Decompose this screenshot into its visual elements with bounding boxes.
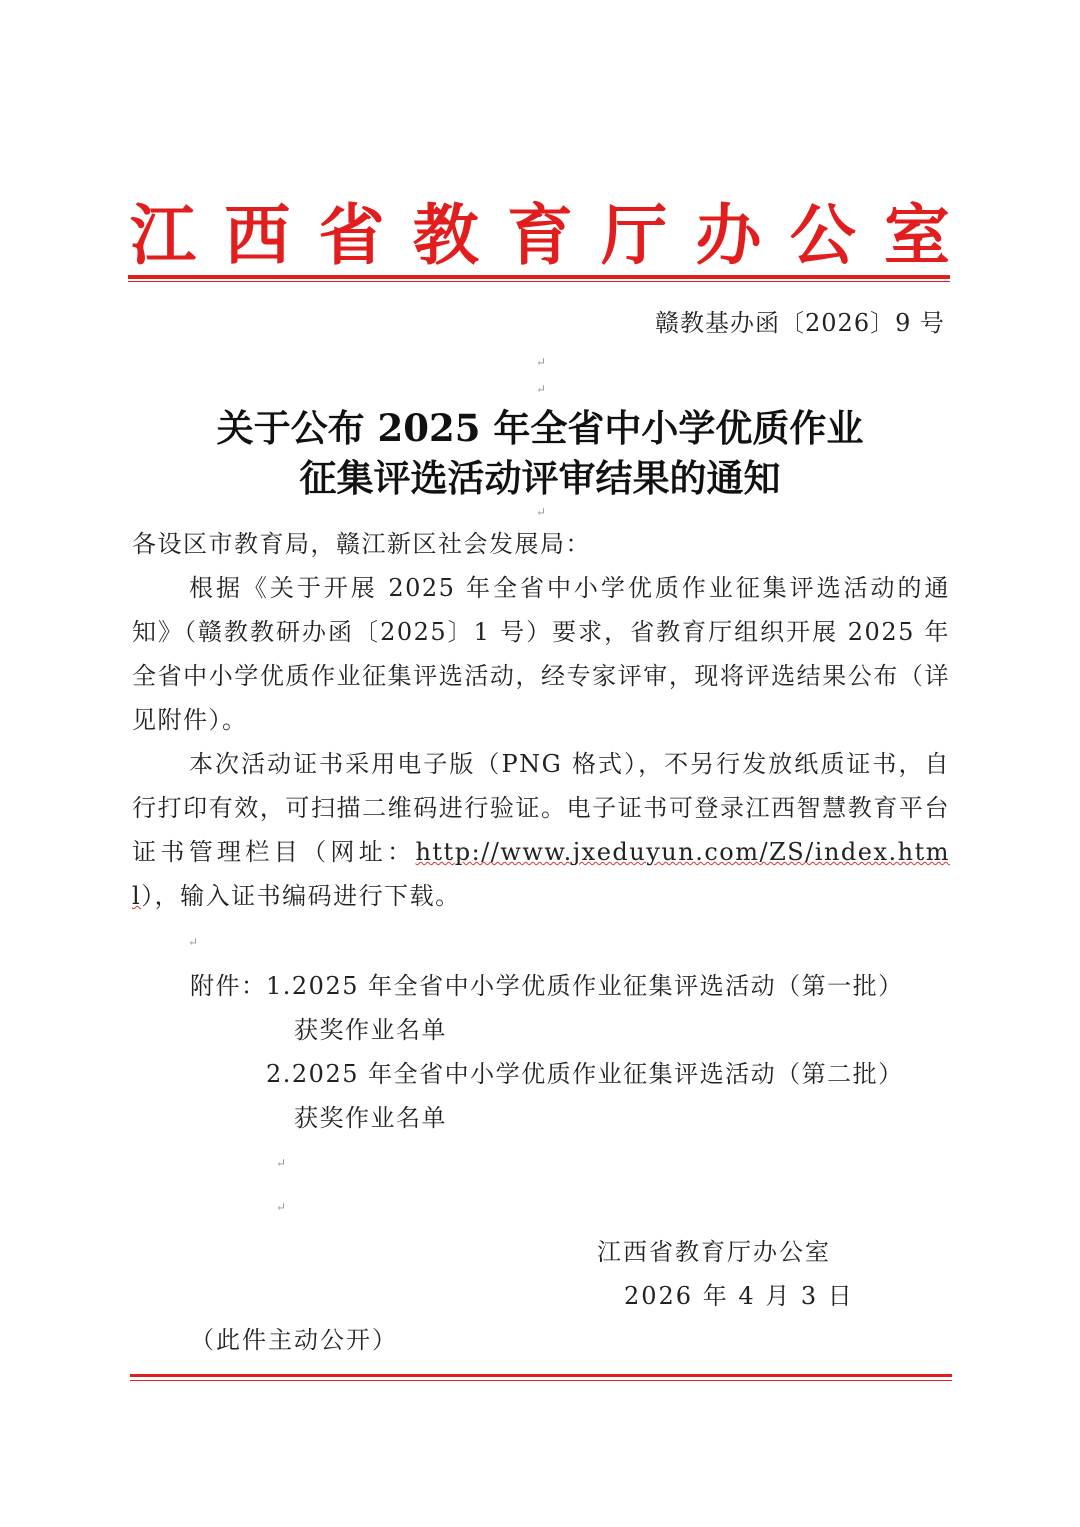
attachment-item-2-cont: 获奖作业名单 — [294, 1104, 447, 1132]
paragraph-mark: ↵ — [276, 1156, 287, 1170]
signature-org: 江西省教育厅办公室 — [597, 1238, 831, 1266]
agency-header — [130, 188, 950, 274]
attachment-item-2: 2.2025 年全省中小学优质作业征集评选活动（第二批） — [266, 1060, 904, 1088]
paragraph-mark: ↵ — [536, 382, 547, 396]
notice-title-line2: 征集评选活动评审结果的通知 — [299, 456, 781, 500]
para2-text-end: ），输入证书编码进行下载。 — [141, 882, 461, 910]
footer-divider-thin — [130, 1380, 952, 1381]
paragraph-mark: ↵ — [536, 355, 547, 369]
salutation: 各设区市教育局，赣江新区社会发展局： — [132, 530, 591, 558]
attachment-item-1: 1.2025 年全省中小学优质作业征集评选活动（第一批） — [266, 972, 904, 1000]
agency-char: 西 — [224, 195, 291, 274]
attachments-label: 附件： — [190, 972, 267, 1000]
agency-char: 室 — [884, 195, 950, 274]
agency-char: 江 — [130, 195, 196, 274]
header-divider-thin — [128, 281, 950, 282]
agency-char: 公 — [789, 195, 856, 274]
document-number: 赣教基办函〔2026〕9 号 — [655, 309, 945, 337]
notice-title-line1: 关于公布 2025 年全省中小学优质作业 — [216, 406, 864, 450]
agency-char: 教 — [412, 195, 479, 274]
para2-text: 本次活动证书采用电子版（PNG 格式），不另行发放纸质证书，自行打印有效，可扫描二维码进行验证。电子证书可登录江西智慧教育平台证书管理栏目（网址： — [132, 750, 950, 866]
body-paragraph-1: 根据《关于开展 2025 年全省中小学优质作业征集评选活动的通知》（赣教教研办函〔2025〕1 号）要求，省教育厅组织开展 2025 年全省中小学优质作业征集评选活动，经专家评审，现将评选结果公布（详见附件）。 — [132, 574, 950, 734]
platform-url-link[interactable]: http://www.jxeduyun.com/ZS/index.html — [132, 838, 950, 910]
header-divider-thick — [128, 275, 950, 279]
public-release-note: （此件主动公开） — [190, 1326, 398, 1354]
attachment-item-1-cont: 获奖作业名单 — [294, 1016, 447, 1044]
agency-char: 省 — [318, 195, 385, 274]
paragraph-mark: ↵ — [276, 1200, 287, 1214]
paragraph-mark: ↵ — [536, 505, 547, 519]
body-paragraph-2 — [132, 742, 950, 918]
agency-char: 育 — [507, 195, 573, 274]
agency-char: 办 — [695, 195, 762, 274]
signature-date: 2026 年 4 月 3 日 — [624, 1282, 854, 1310]
agency-char: 厅 — [601, 195, 668, 274]
footer-divider-thick — [130, 1374, 952, 1377]
paragraph-mark: ↵ — [188, 935, 199, 949]
